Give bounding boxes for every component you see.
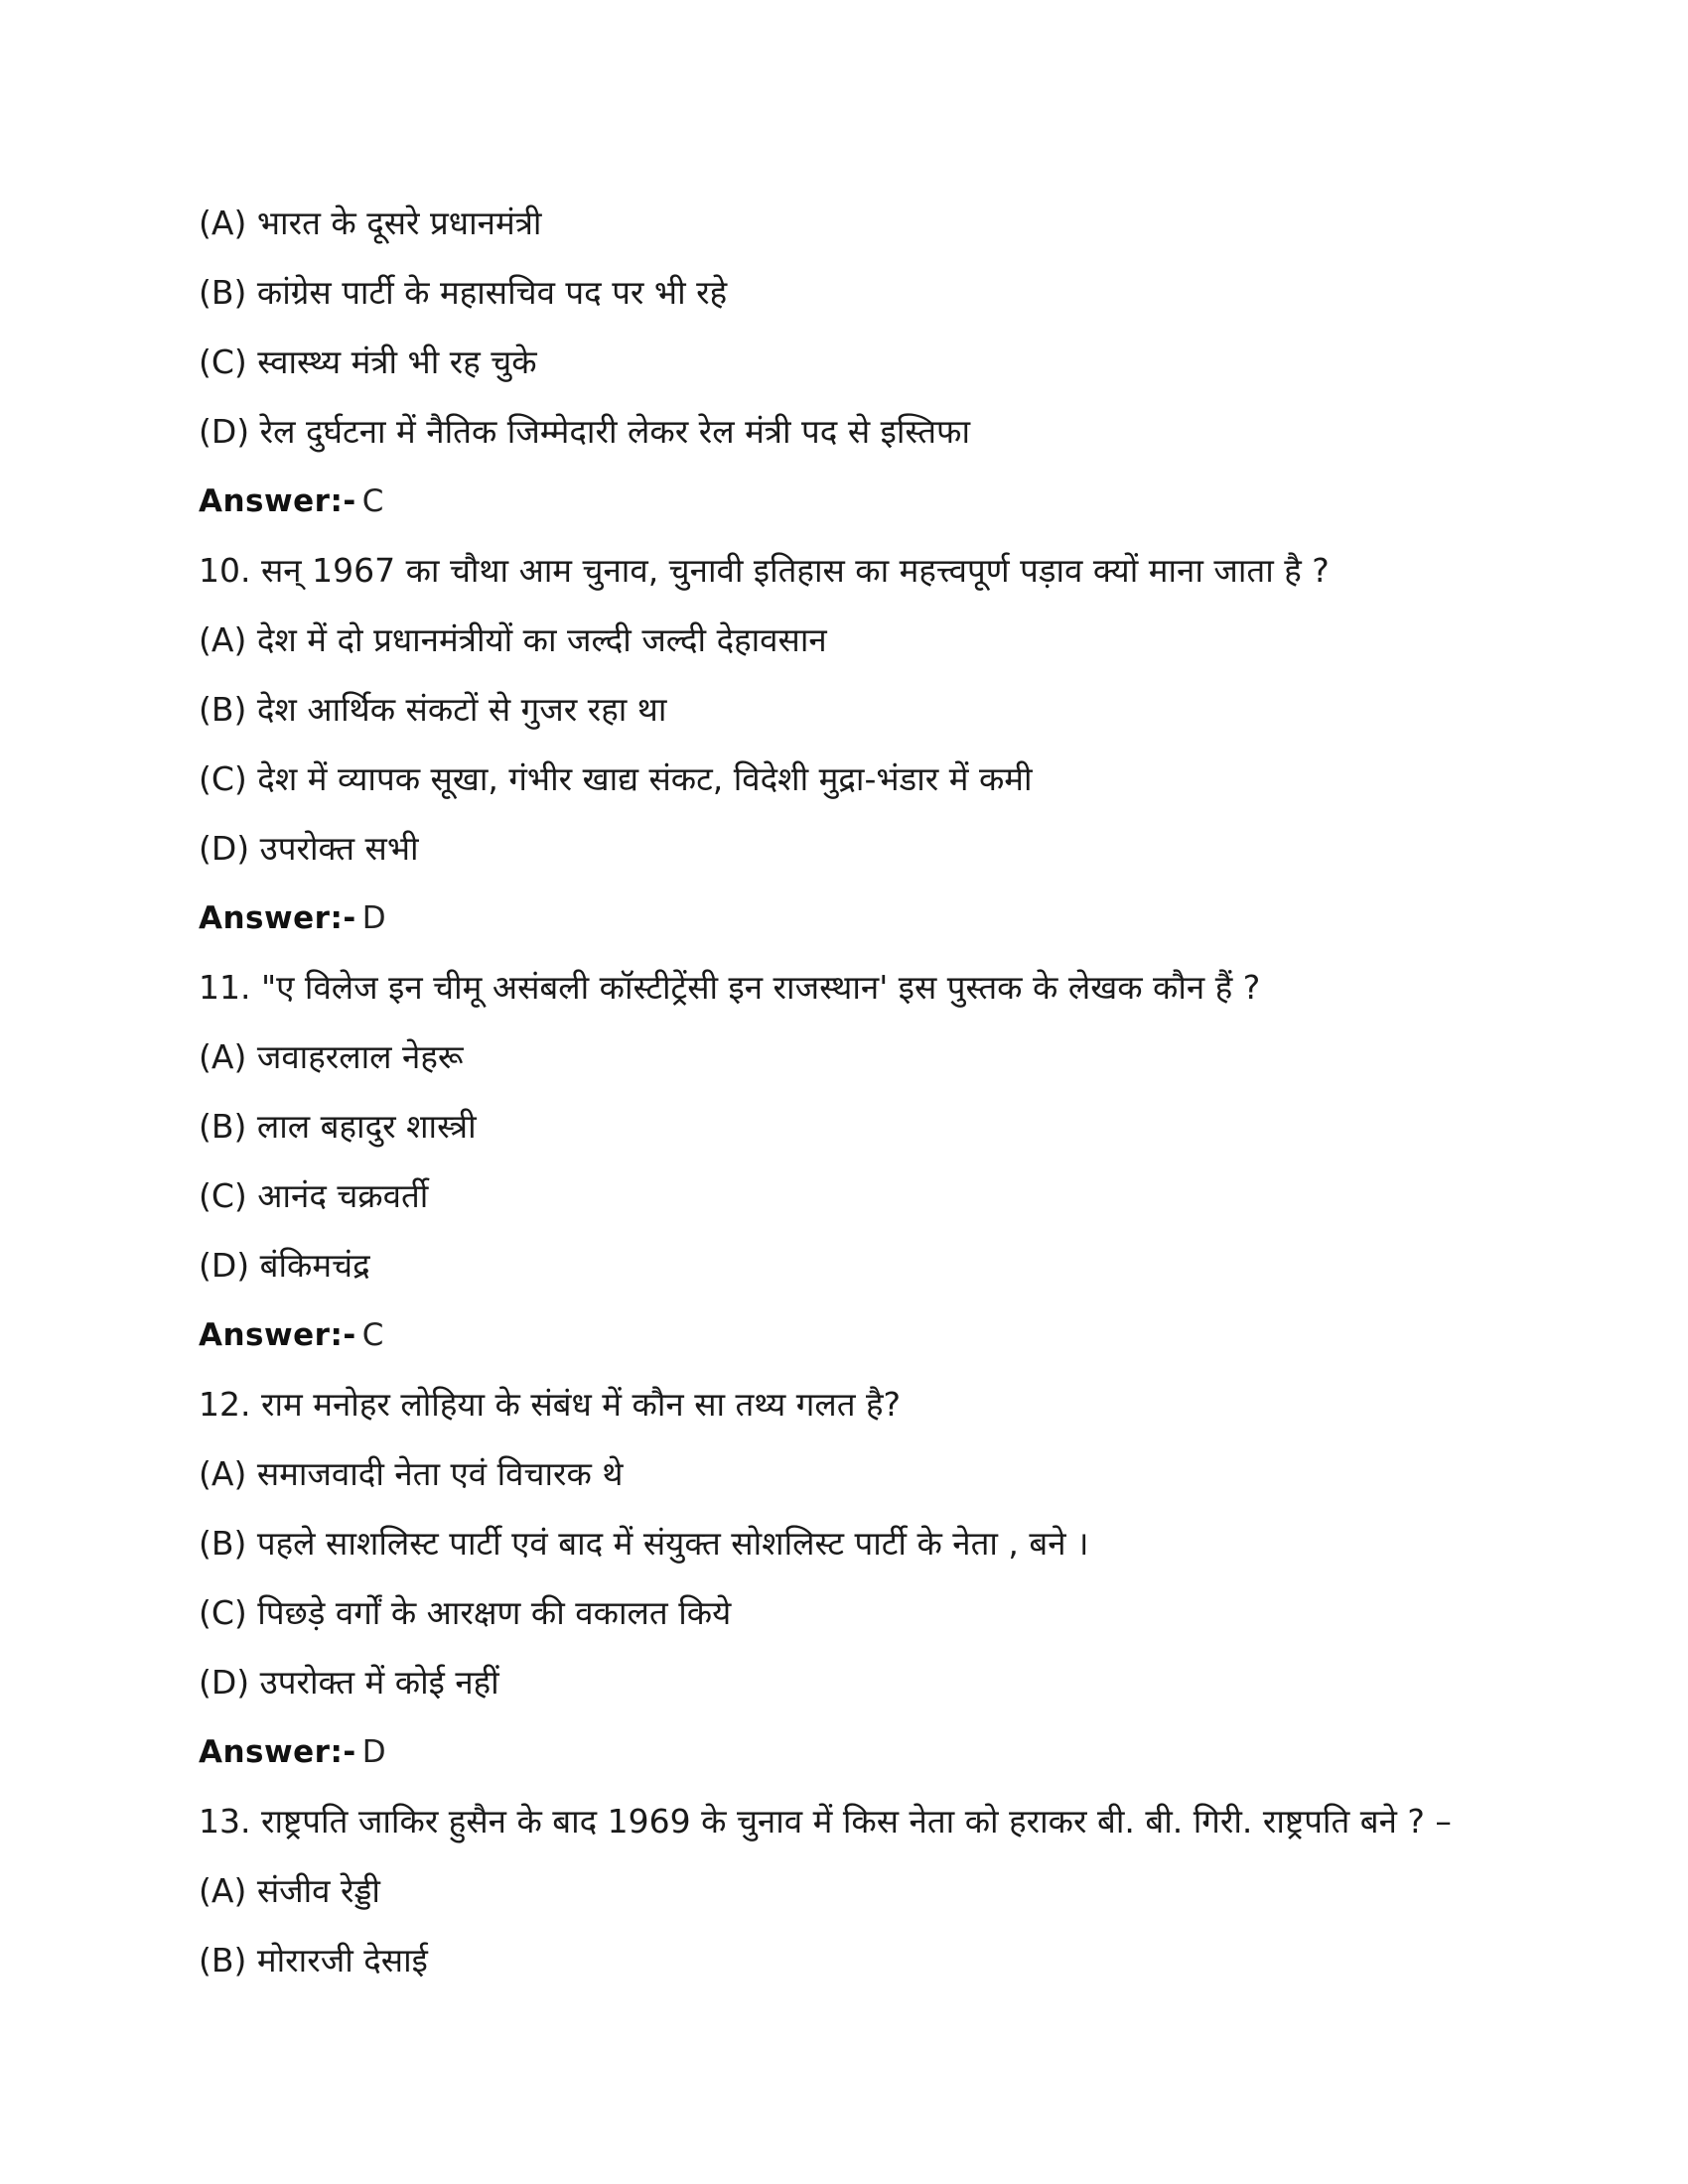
option-key: (A) <box>199 204 247 242</box>
option-key: (D) <box>199 412 250 451</box>
option-line <box>199 397 1648 467</box>
question-line <box>199 536 1648 606</box>
option-text: स्वास्थ्य मंत्री भी रह चुके <box>257 342 537 381</box>
option-line <box>199 258 1648 328</box>
option-text: मोरारजी देसाई <box>256 1941 428 1979</box>
option-line <box>199 675 1648 745</box>
answer-label: Answer:- <box>199 483 356 519</box>
option-key: (A) <box>199 620 247 659</box>
answer-label: Answer:- <box>199 1734 356 1770</box>
answer-line <box>199 1717 1648 1787</box>
answer-label: Answer:- <box>199 1317 356 1353</box>
option-text: रेल दुर्घटना में नैतिक जिम्मेदारी लेकर रेल मंत्री पद से इस्तिफा <box>259 412 971 451</box>
question-text: राष्ट्रपति जाकिर हुसैन के बाद 1969 के चुनाव में किस नेता को हराकर बी. बी. गिरी. राष्ट्रपति बने ? – <box>260 1802 1452 1841</box>
option-line <box>199 1856 1648 1926</box>
question-text: सन् 1967 का चौथा आम चुनाव, चुनावी इतिहास का महत्त्वपूर्ण पड़ाव क्यों माना जाता है ? <box>260 551 1330 590</box>
answer-line <box>199 467 1648 536</box>
option-key: (C) <box>199 759 247 798</box>
option-key: (C) <box>199 342 247 381</box>
option-text: देश आर्थिक संकटों से गुजर रहा था <box>256 690 667 729</box>
option-line <box>199 1231 1648 1300</box>
option-text: भारत के दूसरे प्रधानमंत्री <box>256 204 542 242</box>
option-key: (D) <box>199 1246 250 1285</box>
option-key: (C) <box>199 1593 247 1632</box>
answer-value: C <box>361 483 384 519</box>
question-text: राम मनोहर लोहिया के संबंध में कौन सा तथ्य गलत है? <box>260 1385 902 1424</box>
question-number: 12. <box>199 1385 251 1424</box>
option-text: उपरोक्त में कोई नहीं <box>259 1663 499 1702</box>
option-key: (B) <box>199 273 247 312</box>
option-key: (A) <box>199 1037 247 1076</box>
answer-label: Answer:- <box>199 900 356 936</box>
option-text: उपरोक्त सभी <box>259 829 419 868</box>
option-line <box>199 814 1648 884</box>
option-line <box>199 1023 1648 1092</box>
option-line <box>199 1092 1648 1161</box>
option-text: संजीव रेड्डी <box>256 1871 380 1910</box>
option-key: (D) <box>199 1663 250 1702</box>
option-text: पहले साशलिस्ट पार्टी एवं बाद में संयुक्त सोशलिस्ट पार्टी के नेता , बने । <box>256 1524 1089 1563</box>
option-text: देश में व्यापक सूखा, गंभीर खाद्य संकट, विदेशी मुद्रा-भंडार में कमी <box>257 759 1033 798</box>
option-text: पिछड़े वर्गों के आरक्षण की वकालत किये <box>257 1593 732 1632</box>
option-text: लाल बहादुर शास्त्री <box>256 1107 477 1146</box>
option-key: (B) <box>199 1107 247 1146</box>
option-text: आनंद चक्रवर्ती <box>257 1176 429 1215</box>
option-text: कांग्रेस पार्टी के महासचिव पद पर भी रहे <box>256 273 728 312</box>
question-number: 11. <box>199 968 251 1007</box>
question-number: 13. <box>199 1802 251 1841</box>
option-key: (A) <box>199 1454 247 1493</box>
option-key: (B) <box>199 1524 247 1563</box>
option-line <box>199 1161 1648 1231</box>
answer-value: C <box>361 1317 384 1353</box>
option-line <box>199 1926 1648 1995</box>
answer-line <box>199 884 1648 953</box>
option-text: बंकिमचंद्र <box>259 1246 370 1285</box>
option-line <box>199 189 1648 258</box>
option-key: (B) <box>199 1941 247 1979</box>
option-key: (C) <box>199 1176 247 1215</box>
question-line <box>199 1787 1648 1856</box>
option-line <box>199 1648 1648 1717</box>
answer-line <box>199 1300 1648 1370</box>
option-line <box>199 745 1648 814</box>
option-key: (D) <box>199 829 250 868</box>
option-line <box>199 1509 1648 1578</box>
option-text: देश में दो प्रधानमंत्रीयों का जल्दी जल्दी देहावसान <box>256 620 827 659</box>
option-line <box>199 1439 1648 1509</box>
answer-value: D <box>361 1734 386 1770</box>
question-number: 10. <box>199 551 251 590</box>
option-line <box>199 1578 1648 1648</box>
option-line <box>199 328 1648 397</box>
answer-value: D <box>361 900 386 936</box>
option-key: (A) <box>199 1871 247 1910</box>
option-line <box>199 606 1648 675</box>
question-line <box>199 1370 1648 1439</box>
option-text: जवाहरलाल नेहरू <box>256 1037 464 1076</box>
question-text: "ए विलेज इन चीमू असंबली कॉस्टीट्रेंसी इन राजस्थान' इस पुस्तक के लेखक कौन हैं ? <box>260 968 1261 1007</box>
question-line <box>199 953 1648 1023</box>
option-text: समाजवादी नेता एवं विचारक थे <box>256 1454 624 1493</box>
option-key: (B) <box>199 690 247 729</box>
